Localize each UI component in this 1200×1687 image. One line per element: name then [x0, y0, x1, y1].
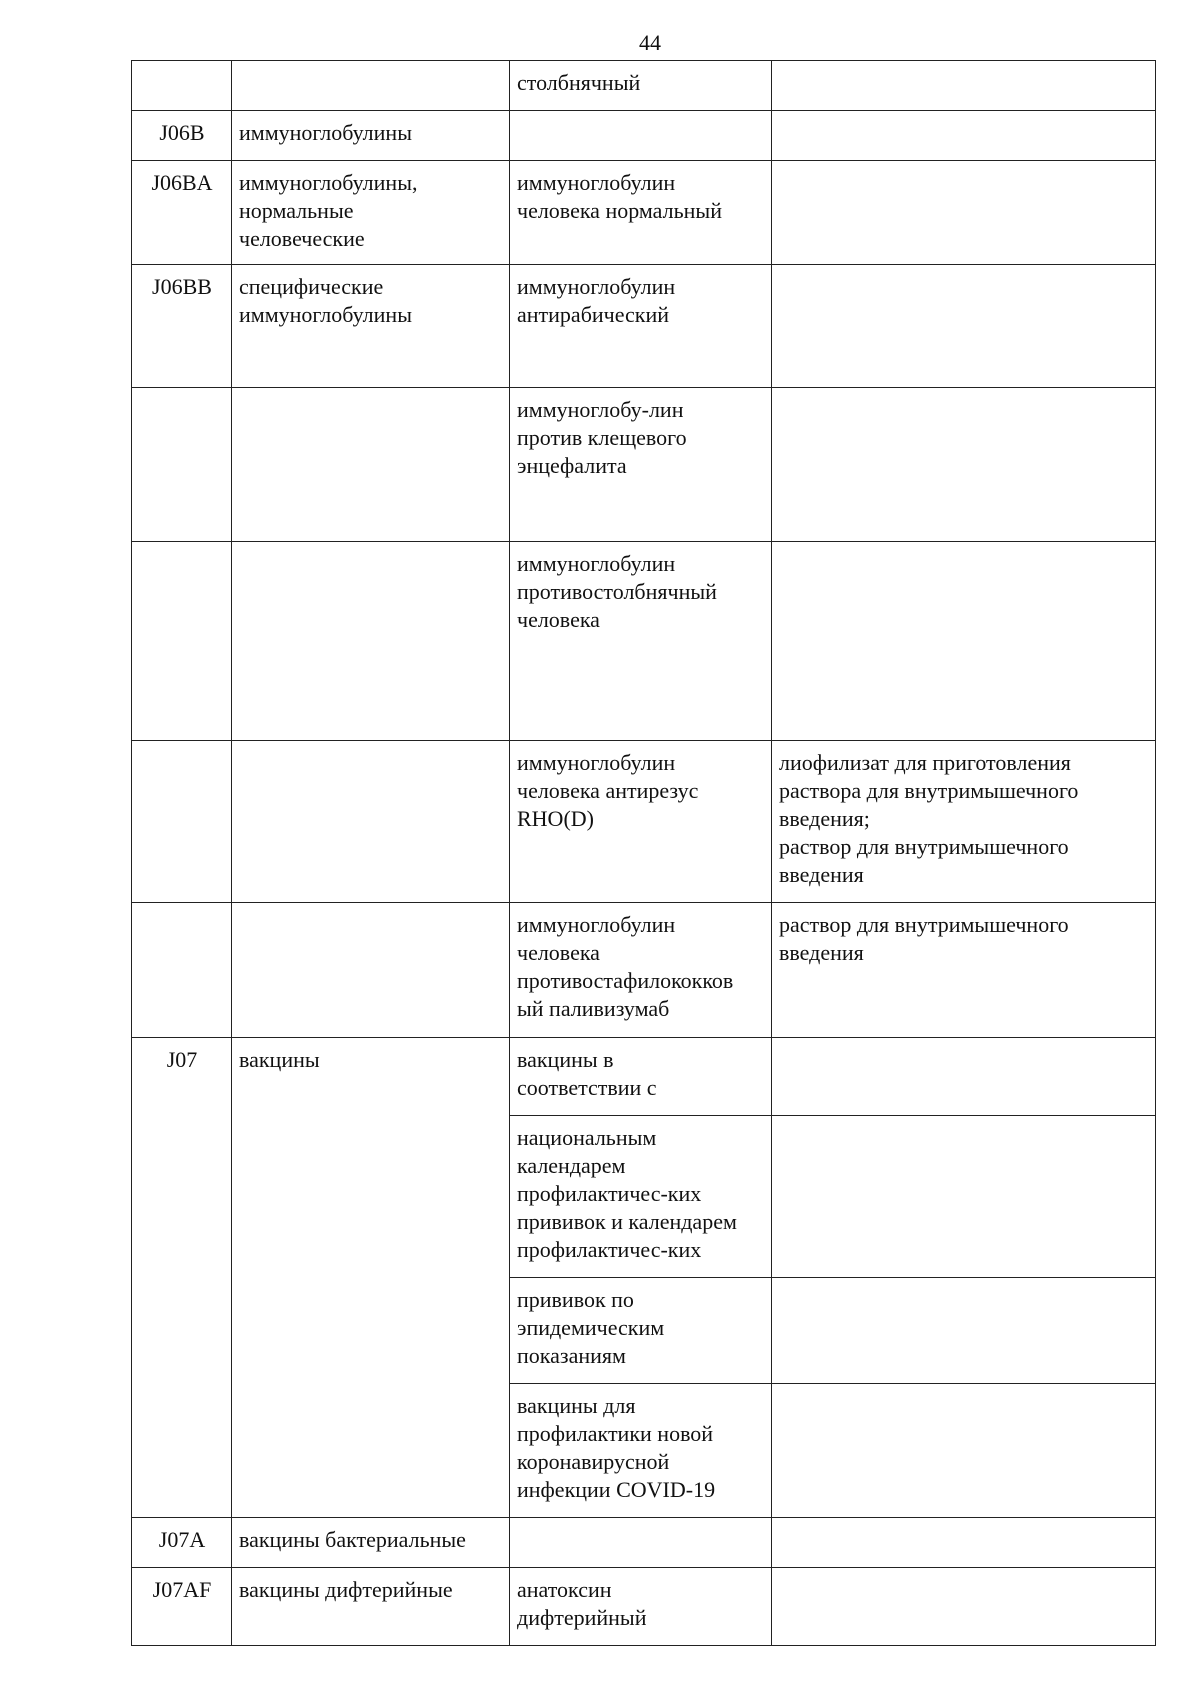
drug-name: вакцины в соответствии с: [510, 1038, 772, 1116]
table-row: [132, 1038, 1156, 1116]
atc-code: [132, 903, 232, 1038]
dosage-form: раствор для внутримышечного введения: [772, 903, 1156, 1038]
dosage-form: [772, 111, 1156, 161]
atc-code: [132, 741, 232, 903]
drug-name: [510, 111, 772, 161]
drug-name: [510, 1518, 772, 1568]
atc-code: J07A: [132, 1518, 232, 1568]
table-row: [132, 903, 1156, 1038]
group-name: специфические иммуноглобулины: [232, 265, 510, 388]
drug-name: анатоксин дифтерийный: [510, 1568, 772, 1646]
dosage-form: [772, 1278, 1156, 1384]
dosage-form: [772, 1518, 1156, 1568]
table-row: [132, 1568, 1156, 1646]
drug-name: иммуноглобулин человека антирезус RHO(D): [510, 741, 772, 903]
table-row: [132, 161, 1156, 265]
atc-code: J07: [132, 1038, 232, 1518]
table-row: [132, 542, 1156, 741]
group-name: [232, 903, 510, 1038]
dosage-form: лиофилизат для приготовления раствора для внутримышечного введения; раствор для внутримышечного введения: [772, 741, 1156, 903]
table-row: [132, 61, 1156, 111]
dosage-form: [772, 1384, 1156, 1518]
atc-code: [132, 61, 232, 111]
drug-name: прививок по эпидемическим показаниям: [510, 1278, 772, 1384]
atc-code: J07AF: [132, 1568, 232, 1646]
group-name: вакцины бактериальные: [232, 1518, 510, 1568]
dosage-form: [772, 1116, 1156, 1278]
table-row: [132, 111, 1156, 161]
drug-name: иммуноглобулин противостолбнячный человека: [510, 542, 772, 741]
dosage-form: [772, 1568, 1156, 1646]
table-row: [132, 1518, 1156, 1568]
page-number: 44: [639, 30, 661, 55]
drug-list-table: [131, 60, 1156, 1646]
drug-name: иммуноглобулин человека нормальный: [510, 161, 772, 265]
group-name: [232, 61, 510, 111]
drug-name: иммуноглобу-лин против клещевого энцефалита: [510, 388, 772, 542]
group-name: вакцины дифтерийные: [232, 1568, 510, 1646]
drug-name: иммуноглобулин человека противостафилококков ый паливизумаб: [510, 903, 772, 1038]
group-name: вакцины: [232, 1038, 510, 1518]
group-name: иммуноглобулины: [232, 111, 510, 161]
table-row: [132, 265, 1156, 388]
group-name: [232, 741, 510, 903]
dosage-form: [772, 161, 1156, 265]
drug-name: иммуноглобулин антирабический: [510, 265, 772, 388]
atc-code: [132, 388, 232, 542]
dosage-form: [772, 265, 1156, 388]
group-name: [232, 388, 510, 542]
group-name: [232, 542, 510, 741]
dosage-form: [772, 61, 1156, 111]
table-row: [132, 741, 1156, 903]
table-row: [132, 388, 1156, 542]
drug-name: национальным календарем профилактичес-ких прививок и календарем профилактичес-ких: [510, 1116, 772, 1278]
dosage-form: [772, 542, 1156, 741]
atc-code: [132, 542, 232, 741]
atc-code: J06BA: [132, 161, 232, 265]
drug-name: столбнячный: [510, 61, 772, 111]
group-name: иммуноглобулины, нормальные человеческие: [232, 161, 510, 265]
dosage-form: [772, 1038, 1156, 1116]
drug-name: вакцины для профилактики новой коронавирусной инфекции COVID-19: [510, 1384, 772, 1518]
atc-code: J06B: [132, 111, 232, 161]
dosage-form: [772, 388, 1156, 542]
atc-code: J06BB: [132, 265, 232, 388]
